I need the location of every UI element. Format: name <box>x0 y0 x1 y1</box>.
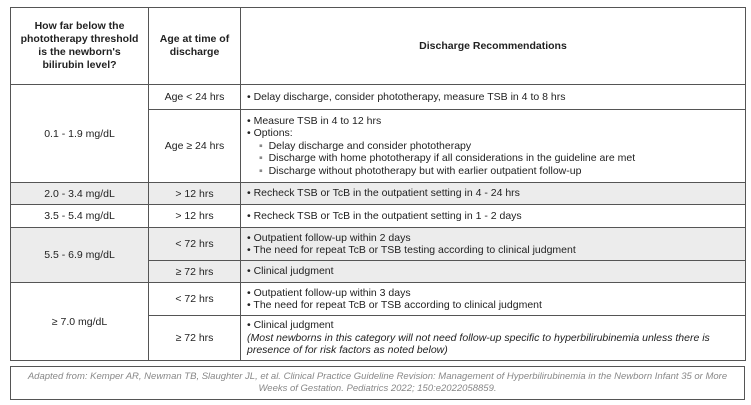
table-row <box>11 183 746 205</box>
recommendation-text: • Delay discharge, consider phototherapy, measure TSB in 4 to 8 hrs <box>247 90 566 103</box>
recommendation-cell <box>241 205 746 228</box>
header-discharge-recommendations: Discharge Recommendations <box>241 8 746 85</box>
guideline-container <box>10 7 745 400</box>
recommendation-text: • Outpatient follow-up within 3 days <box>247 286 411 299</box>
source-citation: Adapted from: Kemper AR, Newman TB, Slaughter JL, et al. Clinical Practice Guideline Revision: Management of Hyperbilirubinemia in the Newborn Infant 35 or More Weeks of Gestation. Pediatrics 2022; 150:e2022058859. <box>10 366 745 400</box>
recommendation-text: • The need for repeat TcB or TSB according to clinical judgment <box>247 299 542 311</box>
option-item <box>247 152 745 165</box>
option-text: Delay discharge and consider phototherapy <box>268 139 472 152</box>
age-cell: < 72 hrs <box>149 283 241 316</box>
age-cell: Age < 24 hrs <box>149 85 241 110</box>
option-item <box>247 165 745 178</box>
recommendation-cell <box>241 283 746 316</box>
square-bullet-icon: ▪ <box>259 164 263 177</box>
table-header-row <box>11 8 746 85</box>
option-text: Discharge with home phototherapy if all considerations in the guideline are met <box>268 152 636 165</box>
recommendation-cell <box>241 261 746 283</box>
age-cell: > 12 hrs <box>149 183 241 205</box>
bilirubin-level-cell: ≥ 7.0 mg/dL <box>11 283 149 361</box>
age-cell: Age ≥ 24 hrs <box>149 110 241 183</box>
recommendation-cell <box>241 110 746 183</box>
table-row <box>11 283 746 316</box>
bilirubin-level-cell: 0.1 - 1.9 mg/dL <box>11 85 149 183</box>
table-row <box>11 205 746 228</box>
recommendation-text: • Options: <box>247 127 293 140</box>
table-row <box>11 228 746 261</box>
header-age-at-discharge: Age at time of discharge <box>149 8 241 85</box>
recommendation-text: • The need for repeat TcB or TSB testing according to clinical judgment <box>247 244 576 256</box>
bilirubin-level-cell: 3.5 - 5.4 mg/dL <box>11 205 149 228</box>
age-cell: ≥ 72 hrs <box>149 261 241 283</box>
age-cell: ≥ 72 hrs <box>149 316 241 361</box>
recommendation-cell <box>241 183 746 205</box>
recommendation-text: • Recheck TSB or TcB in the outpatient setting in 1 - 2 days <box>247 209 522 222</box>
option-text: Discharge without phototherapy but with earlier outpatient follow-up <box>268 164 582 177</box>
age-cell: > 12 hrs <box>149 205 241 228</box>
table-row <box>11 85 746 110</box>
header-bilirubin-level: How far below the phototherapy threshold is the newborn's bilirubin level? <box>11 8 149 85</box>
age-cell: < 72 hrs <box>149 228 241 261</box>
recommendation-text: • Measure TSB in 4 to 12 hrs <box>247 114 382 127</box>
recommendation-text: • Clinical judgment <box>247 265 334 278</box>
recommendation-note: (Most newborns in this category will not need follow-up specific to hyperbilirubinemia unless there is presence of for risk factors as noted below) <box>247 331 710 357</box>
square-bullet-icon: ▪ <box>259 152 263 165</box>
recommendation-text: • Recheck TSB or TcB in the outpatient setting in 4 - 24 hrs <box>247 187 520 200</box>
square-bullet-icon: ▪ <box>259 139 263 152</box>
recommendation-cell <box>241 316 746 361</box>
option-item <box>247 140 745 153</box>
recommendation-text: • Clinical judgment <box>247 319 334 332</box>
recommendation-cell <box>241 228 746 261</box>
bilirubin-level-cell: 2.0 - 3.4 mg/dL <box>11 183 149 205</box>
recommendation-cell <box>241 85 746 110</box>
discharge-recommendations-table <box>10 7 746 361</box>
bilirubin-level-cell: 5.5 - 6.9 mg/dL <box>11 228 149 283</box>
recommendation-text: • Outpatient follow-up within 2 days <box>247 231 411 244</box>
